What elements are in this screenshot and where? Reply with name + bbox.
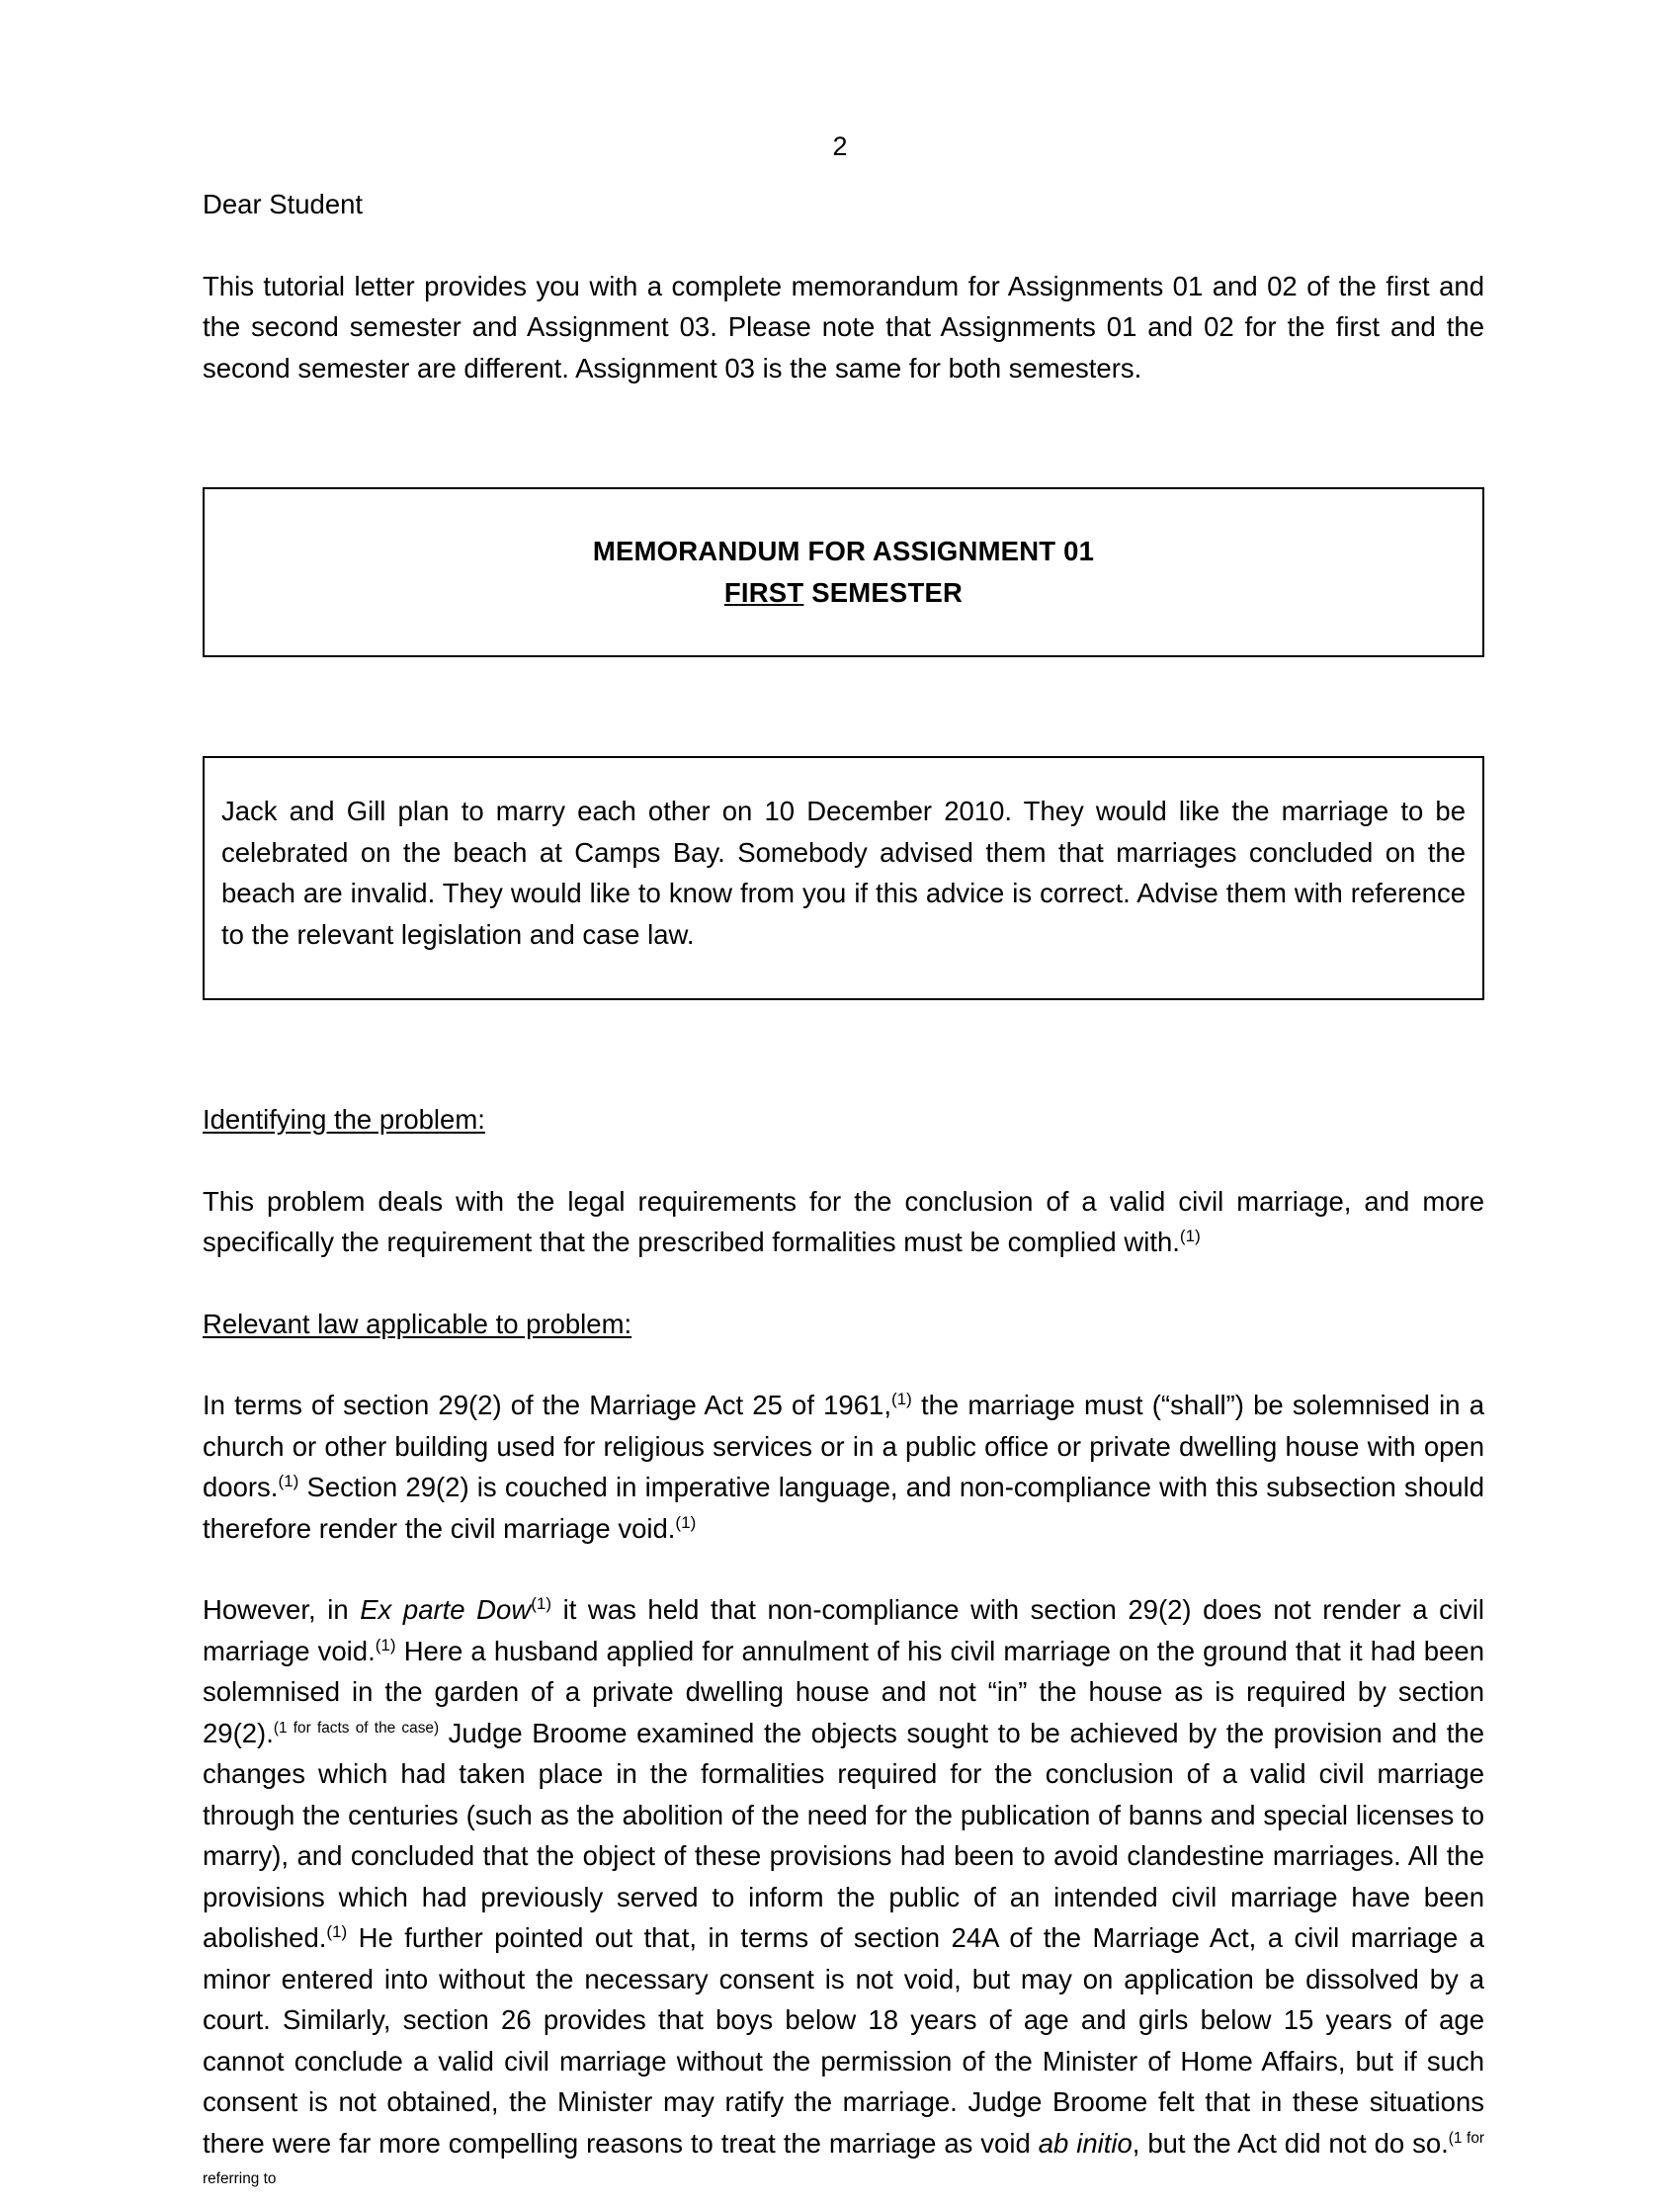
spacer (203, 225, 1484, 266)
document-body (203, 184, 1484, 2205)
memo-semester-rest: SEMESTER (803, 577, 964, 608)
spacer (203, 388, 1484, 487)
footnote-mark: (1) (531, 1593, 552, 1613)
heading-identifying-the-problem (203, 1099, 1484, 1141)
memo-title-line-2 (724, 572, 963, 614)
problem-statement-text: Jack and Gill plan to marry each other on 10 December 2010. They would like the marriage to be celebrated on the beach at Camps Bay. Somebody advised them that marriages concluded on the beach are invalid. They would like to know from you if this advice is correct. Advise them with reference to the relevant legislation and case law. (221, 796, 1466, 950)
para2-part-b: it was held that non-compliance with section 29(2) does not render a civil marriage void. (203, 1594, 1484, 1666)
spacer (203, 1263, 1484, 1304)
intro-paragraph: This tutorial letter provides you with a complete memorandum for Assignments 01 and 02 of the first and the second semester and Assignment 03. Please note that Assignments 01 and 02 for the first and the second semester are different. Assignment 03 is the same for both semesters. (203, 270, 1484, 383)
para1-part-c: Section 29(2) is couched in imperative language, and non-compliance with this subsection should therefore render the civil marriage void. (203, 1472, 1484, 1544)
spacer (203, 1141, 1484, 1181)
salutation: Dear Student (203, 189, 364, 219)
footnote-mark: (1) (375, 1635, 396, 1654)
heading-relevant-law (203, 1304, 1484, 1345)
case-name-ex-parte-dow: Ex parte Dow (360, 1594, 532, 1625)
spacer (203, 1344, 1484, 1385)
memo-title-line-1: MEMORANDUM FOR ASSIGNMENT 01 (592, 536, 1095, 566)
identifying-text: This problem deals with the legal requirements for the conclusion of a valid civil marriage, and more specifically the requirement that the prescribed formalities must be complied with. (203, 1185, 1484, 1257)
footnote-mark: (1) (675, 1512, 697, 1532)
relevant-law-paragraph-1 (203, 1385, 1484, 1549)
para1-part-b: the marriage must (“shall”) be solemnised in a church or other building used for religious services or in a public office or private dwelling house with open doors. (203, 1390, 1484, 1502)
para2-part-d: Judge Broome examined the objects sought to be achieved by the provision and the changes which had taken place in the formalities required for the conclusion of a valid civil marriage through the centuries (such as the abolition of the need for the publication of banns and special licenses to marry), and concluded that the object of these provisions had been to avoid clandestine marriages. All the provisions which had previously served to inform the public of an intended civil marriage have been abolished. (203, 1717, 1484, 1953)
footnote-mark: (1) (326, 1921, 348, 1941)
latin-term-ab-initio: ab initio (1038, 2127, 1133, 2159)
para2-part-c: Here a husband applied for annulment of his civil marriage on the ground that it had been solemnised in the garden of a private dwelling house and not “in” the house as is required by section 29(2). (203, 1635, 1484, 1748)
para2-part-a: However, in (203, 1594, 361, 1625)
footnote-mark: (1) (278, 1471, 299, 1490)
spacer (203, 657, 1484, 756)
memorandum-heading-box (203, 487, 1484, 657)
para2-part-e: He further pointed out that, in terms of section 24A of the Marriage Act, a civil marriage a minor entered into without the necessary consent is not void, but may on application be dissolved by a court. Similarly, section 26 provides that boys below 18 years of age and girls below 15 years of age cannot conclude a valid civil marriage without the permission of the Minister of Home Affairs, but if such consent is not obtained, the Minister may ratify the marriage. Judge Broome felt that in these situations there were far more compelling reasons to treat the marriage as void (203, 1922, 1484, 2159)
footnote-mark-referring-to: (1 for referring to (203, 2129, 1484, 2187)
heading-relevant-law-label: Relevant law applicable to problem: (203, 1308, 632, 1339)
para1-part-a: In terms of section 29(2) of the Marriage Act 25 of 1961, (203, 1390, 891, 1420)
problem-statement-box (203, 756, 1484, 1000)
heading-identifying-label: Identifying the problem: (203, 1104, 485, 1135)
relevant-law-paragraph-2 (203, 1589, 1484, 2205)
identifying-the-problem-paragraph (203, 1181, 1484, 1263)
spacer (203, 1549, 1484, 1589)
footnote-mark: (1) (890, 1389, 912, 1408)
memo-semester-underlined: FIRST (723, 577, 804, 608)
page-number: 2 (832, 131, 848, 161)
para2-part-f: , but the Act did not do so. (1132, 2127, 1449, 2159)
footnote-mark-facts-of-case: (1 for facts of the case) (273, 1719, 440, 1737)
spacer (203, 1000, 1484, 1099)
footnote-mark: (1) (1179, 1226, 1201, 1245)
